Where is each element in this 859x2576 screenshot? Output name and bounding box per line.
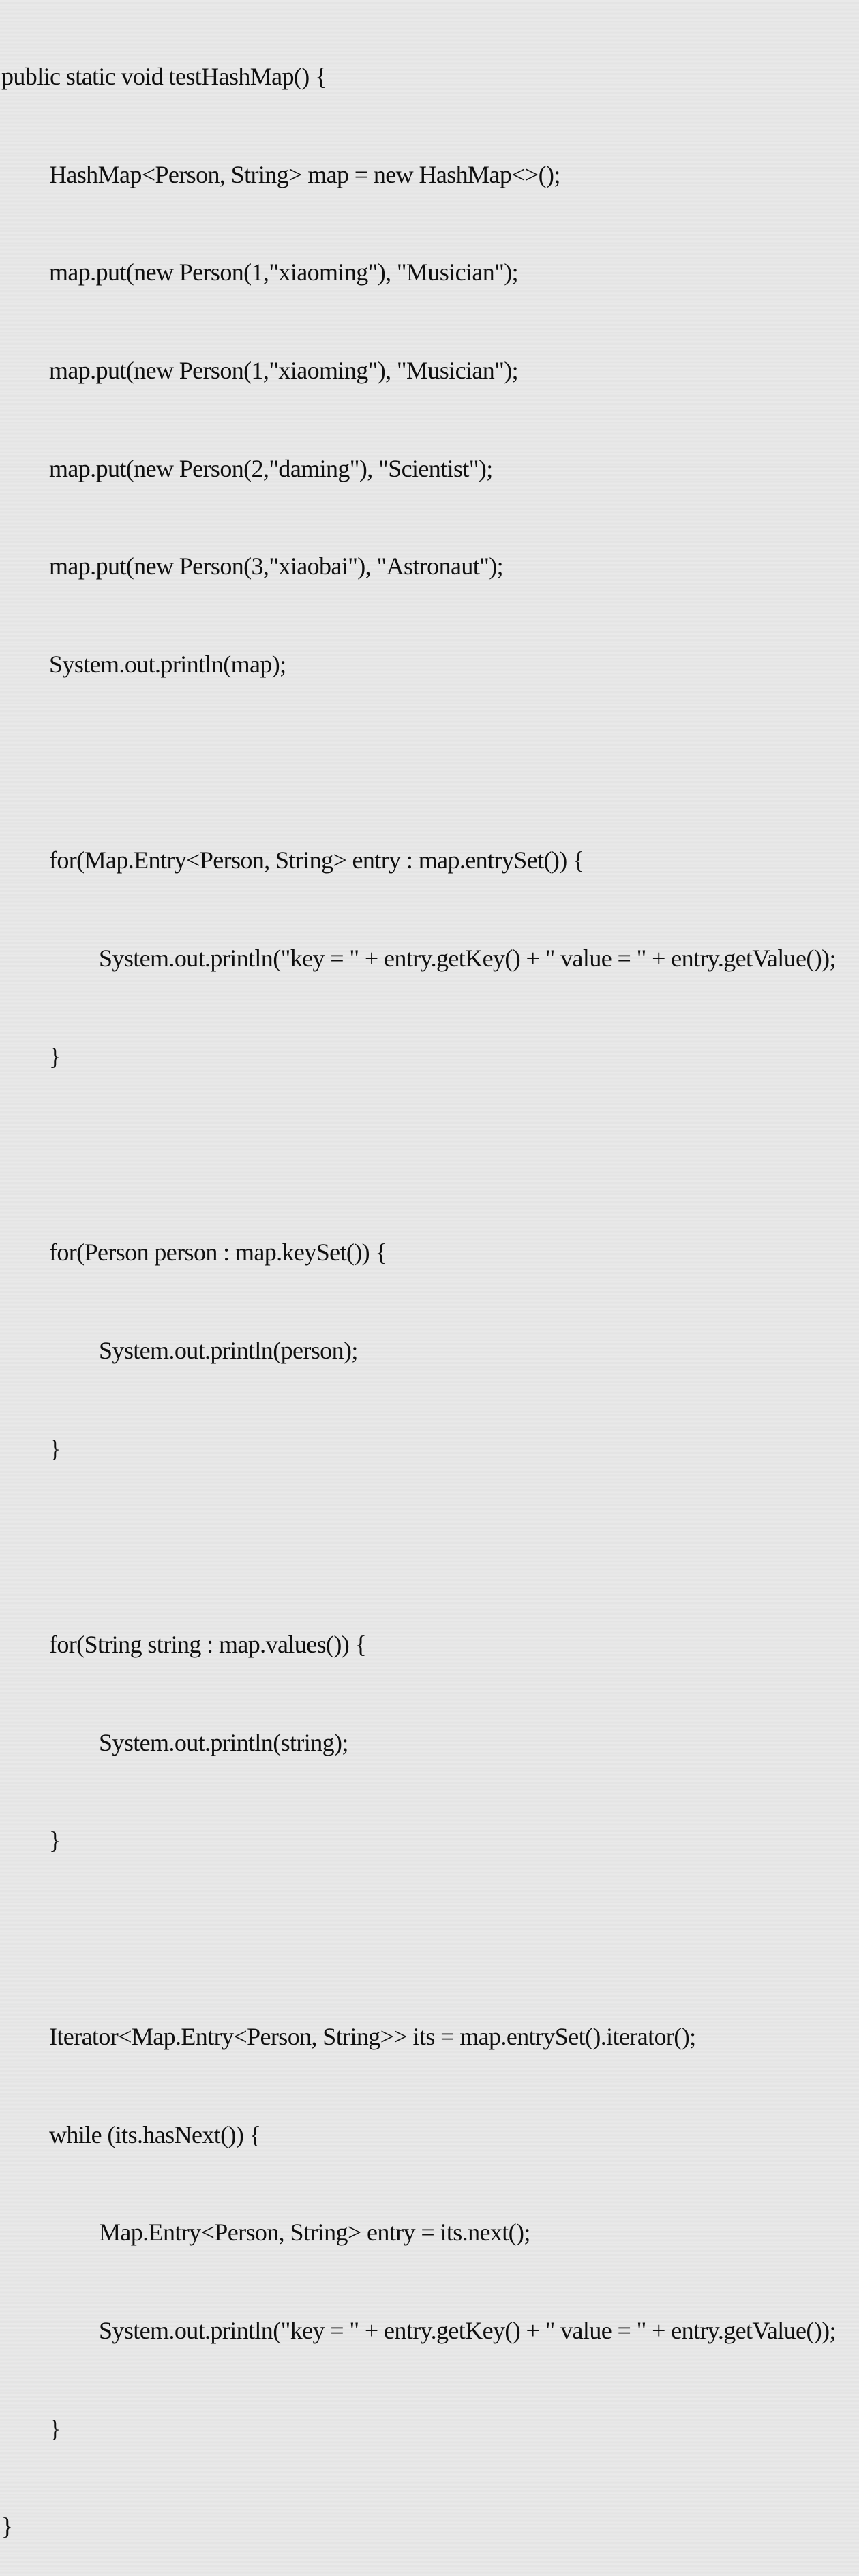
code-line: } [49, 1042, 61, 1070]
code-line: } [1, 2513, 13, 2541]
code-line: Map.Entry<Person, String> entry = its.next(); [99, 2219, 530, 2247]
code-line: System.out.println(person); [99, 1336, 358, 1364]
blank-line [0, 1923, 859, 1955]
code-line: System.out.println(string); [99, 1728, 348, 1756]
code-line: map.put(new Person(1,"xiaoming"), "Musician"); [49, 258, 519, 286]
code-line: } [49, 2414, 61, 2442]
code-line: for(Map.Entry<Person, String> entry : map.entrySet()) { [49, 846, 584, 874]
code-line: System.out.println("key = " + entry.getKey() + " value = " + entry.getValue()); [99, 945, 836, 973]
code-line: System.out.println("key = " + entry.getKey() + " value = " + entry.getValue()); [99, 2316, 836, 2344]
blank-line [0, 747, 859, 780]
code-line: System.out.println(map); [49, 651, 286, 679]
code-line: for(String string : map.values()) { [49, 1631, 367, 1659]
code-line: HashMap<Person, String> map = new HashMap<>(); [49, 160, 560, 188]
code-line: map.put(new Person(1,"xiaoming"), "Musician"); [49, 356, 519, 384]
code-line: map.put(new Person(2,"daming"), "Scientist"); [49, 454, 493, 482]
code-line: while (its.hasNext()) { [49, 2120, 261, 2148]
code-line: } [49, 1434, 61, 1462]
code-line: for(Person person : map.keySet()) { [49, 1239, 387, 1267]
code-line: public static void testHashMap() { [1, 62, 327, 90]
code-line: Iterator<Map.Entry<Person, String>> its = map.entrySet().iterator(); [49, 2022, 696, 2050]
blank-line [0, 1139, 859, 1172]
code-line: } [49, 1826, 61, 1854]
code-line: map.put(new Person(3,"xiaobai"), "Astronaut"); [49, 552, 504, 580]
blank-line [0, 1530, 859, 1563]
